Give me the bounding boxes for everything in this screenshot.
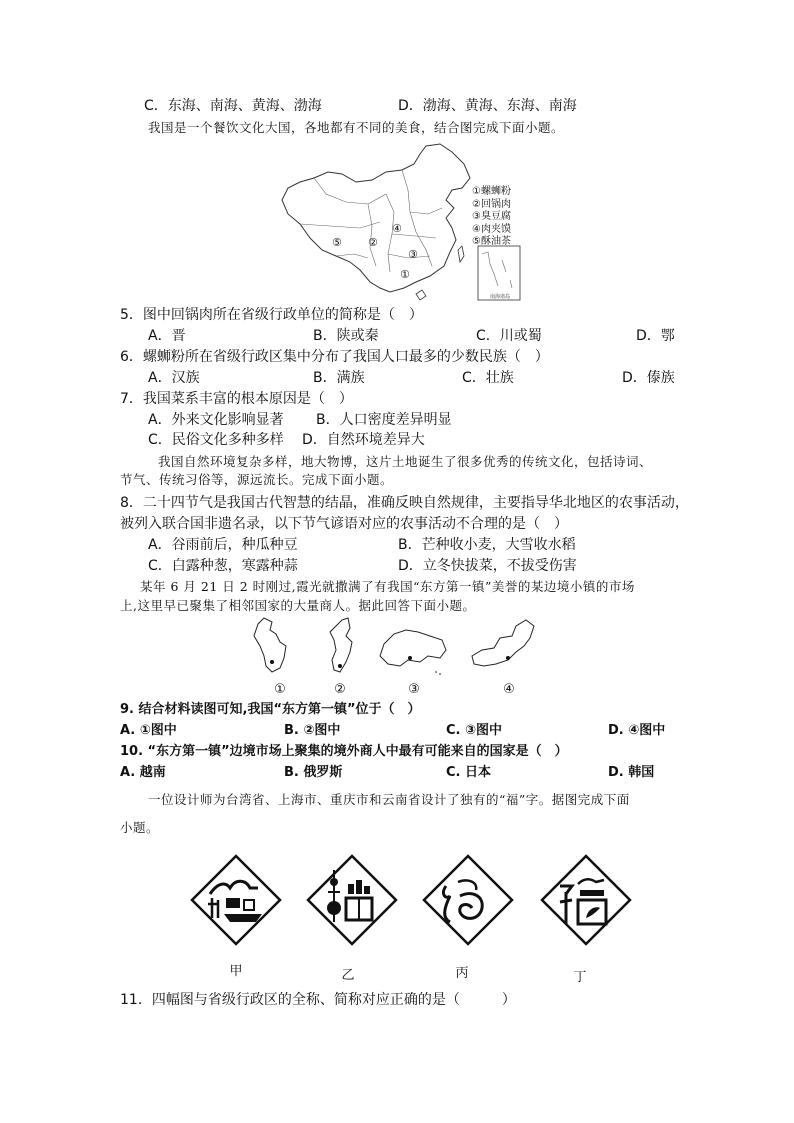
q7-option-b[interactable]: B．人口密度差异明显 (316, 412, 452, 428)
q10-option-a[interactable]: A. 越南 (120, 765, 166, 780)
q9-option-a[interactable]: A. ①图中 (120, 723, 177, 738)
province-outlines (250, 616, 540, 678)
intro-town-line2: 上,这里早已聚集了相邻国家的大量商人。据此回答下面小题。 (120, 598, 476, 613)
q5-option-a[interactable]: A．晋 (148, 328, 186, 344)
q9-option-b[interactable]: B. ②图中 (284, 723, 341, 738)
q8-option-a[interactable]: A．谷雨前后，种瓜种豆 (148, 537, 298, 553)
q8-stem-line2: 被列入联合国非遗名录，以下节气谚语对应的农事活动不合理的是（ ） (120, 516, 568, 532)
fu-caption-jia: 甲 (229, 964, 243, 979)
q7-option-d[interactable]: D．自然环境差异大 (302, 432, 425, 448)
fu-design-yi (308, 856, 396, 944)
q8-option-d[interactable]: D．立冬快拔菜，不拔受伤害 (398, 558, 577, 574)
map-legend (472, 186, 511, 249)
legend-item: ⑤酥油茶 (472, 236, 511, 247)
q10-option-d[interactable]: D. 韩国 (608, 765, 655, 780)
intro-culture-line1: 我国自然环境复杂多样，地大物博，这片土地诞生了很多优秀的传统文化，包括诗词、 (158, 454, 653, 469)
map-marker-2: ② (368, 236, 378, 249)
intro-fu-line2: 小题。 (120, 820, 160, 835)
q10-stem: 10. “东方第一镇”边境市场上聚集的境外商人中最有可能来自的国家是（ ） (120, 744, 568, 759)
q8-stem-line1: 8．二十四节气是我国古代智慧的结晶，准确反映自然规律，主要指导华北地区的农事活动， (120, 495, 689, 511)
q5-option-b[interactable]: B．陕或秦 (313, 328, 379, 344)
province-caption-3: ③ (408, 682, 420, 697)
fu-design-jia (192, 856, 280, 944)
fu-designs (188, 852, 634, 952)
q10-option-b[interactable]: B. 俄罗斯 (284, 765, 343, 780)
map-marker-4: ④ (392, 222, 402, 235)
legend-item: ③臭豆腐 (472, 211, 511, 222)
q8-option-c[interactable]: C．白露种葱，寒露种蒜 (148, 558, 298, 574)
fu-caption-yi: 乙 (341, 968, 355, 983)
q6-stem: 6．螺蛳粉所在省级行政区集中分布了我国人口最多的少数民族（ ） (120, 349, 549, 365)
intro-food: 我国是一个餐饮文化大国，各地都有不同的美食，结合图完成下面小题。 (148, 120, 565, 135)
q7-option-a[interactable]: A．外来文化影响显著 (148, 412, 284, 428)
intro-town-line1: 某年 6 月 21 日 2 时刚过,霞光就撒满了有我国“东方第一镇”美誉的某边境小镇的市场 (140, 579, 635, 594)
q5-option-c[interactable]: C．川或蜀 (476, 328, 542, 344)
q4-option-c: C．东海、南海、黄海、渤海 (144, 98, 322, 114)
q8-option-b[interactable]: B．芒种收小麦，大雪收水稻 (398, 537, 576, 553)
q9-option-d[interactable]: D. ④图中 (608, 723, 666, 738)
map-marker-1: ① (400, 268, 410, 281)
legend-item: ②回锅肉 (472, 198, 511, 210)
q7-stem: 7．我国菜系丰富的根本原因是（ ） (120, 391, 353, 407)
intro-culture-line2: 节气、传统习俗等，源远流长。完成下面小题。 (120, 472, 394, 487)
q5-option-d[interactable]: D．鄂 (636, 328, 675, 344)
legend-item: ④肉夹馍 (472, 223, 511, 235)
q9-option-c[interactable]: C. ③图中 (446, 723, 503, 738)
fu-caption-bing: 丙 (455, 966, 469, 981)
fu-caption-ding: 丁 (573, 970, 587, 985)
q9-stem: 9. 结合材料读图可知,我国“东方第一镇”位于（ ） (120, 702, 421, 717)
province-caption-4: ④ (503, 682, 515, 697)
q10-option-c[interactable]: C. 日本 (446, 765, 492, 780)
inset-label: 南海诸岛 (490, 294, 511, 300)
q5-stem: 5．图中回锅肉所在省级行政单位的简称是（ ） (120, 307, 423, 323)
q6-option-c[interactable]: C．壮族 (462, 370, 514, 386)
intro-fu-line1: 一位设计师为台湾省、上海市、重庆市和云南省设计了独有的“福”字。据图完成下面 (148, 792, 630, 807)
map-marker-3: ③ (408, 248, 418, 261)
fu-design-bing (424, 856, 512, 944)
q6-option-d[interactable]: D．傣族 (622, 370, 675, 386)
map-marker-5: ⑤ (332, 236, 342, 249)
province-caption-2: ② (334, 682, 346, 697)
q11-stem: 11．四幅图与省级行政区的全称、简称对应正确的是（ ） (120, 992, 516, 1008)
q6-option-b[interactable]: B．满族 (313, 370, 365, 386)
q4-option-d: D．渤海、黄海、东海、南海 (398, 98, 577, 114)
province-shapes (250, 616, 540, 678)
fu-diamonds (188, 852, 634, 952)
legend-item: ①螺蛳粉 (472, 186, 511, 197)
china-food-map (276, 142, 524, 302)
q6-option-a[interactable]: A．汉族 (148, 370, 200, 386)
q7-option-c[interactable]: C．民俗文化多种多样 (148, 432, 284, 448)
fu-design-ding (542, 856, 630, 944)
province-caption-1: ① (274, 682, 286, 697)
